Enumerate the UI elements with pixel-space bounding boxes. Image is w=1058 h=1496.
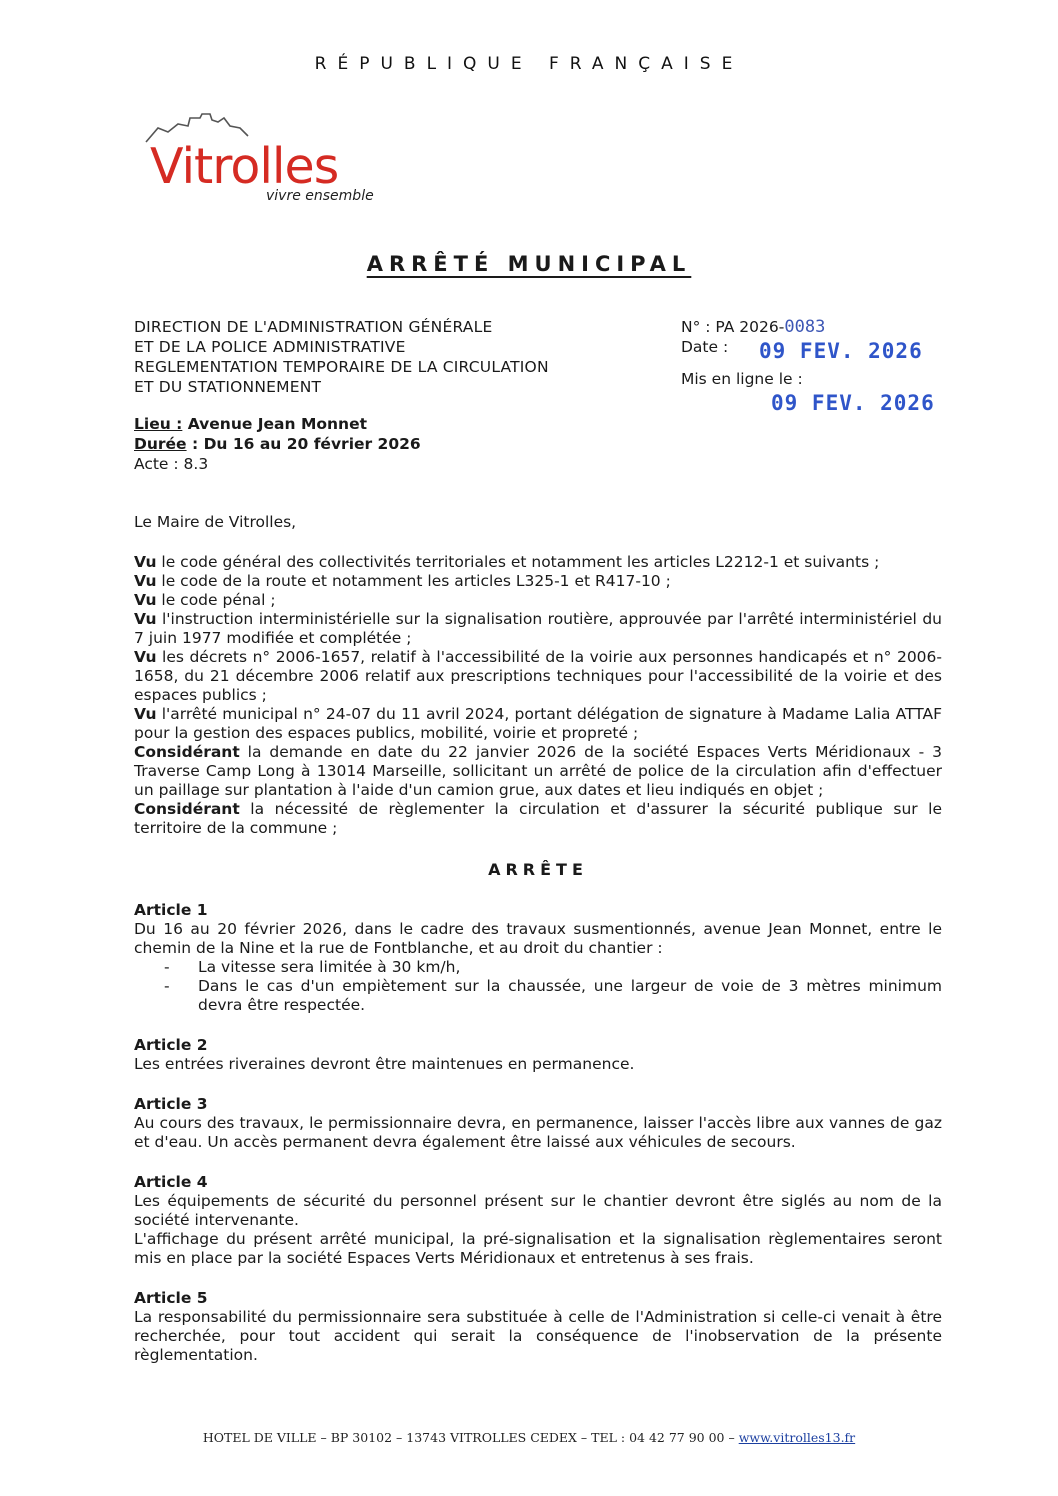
article-title: Article 1 xyxy=(134,901,208,919)
duree-label: Durée xyxy=(134,435,187,453)
bullet-item: - La vitesse sera limitée à 30 km/h, xyxy=(134,958,942,977)
article-bullets xyxy=(134,958,942,1015)
page-footer xyxy=(0,1430,1058,1445)
department-line: ET DE LA POLICE ADMINISTRATIVE xyxy=(134,338,406,356)
logo-wordmark: Vitrolles xyxy=(150,138,339,195)
article-text: Les entrées riveraines devront être maintenues en permanence. xyxy=(134,1055,635,1073)
online-stamp: 09 FEV. 2026 xyxy=(771,391,935,415)
reference-block xyxy=(681,317,981,413)
date-stamp: 09 FEV. 2026 xyxy=(759,339,923,363)
article-title: Article 3 xyxy=(134,1095,208,1113)
footer-address: HOTEL DE VILLE – BP 30102 – 13743 VITROLLES CEDEX – TEL : 04 42 77 90 00 – xyxy=(202,1430,739,1445)
republique-francaise-header: RÉPUBLIQUE FRANÇAISE xyxy=(314,54,744,74)
lieu-value: Avenue Jean Monnet xyxy=(182,415,368,433)
lieu-label: Lieu : xyxy=(134,415,183,433)
article-title: Article 2 xyxy=(134,1036,208,1054)
online-label: Mis en ligne le : xyxy=(681,370,803,388)
date-label: Date : xyxy=(681,338,729,356)
duree-value: : Du 16 au 20 février 2026 xyxy=(186,435,421,453)
location-block xyxy=(134,414,421,474)
department-line: REGLEMENTATION TEMPORAIRE DE LA CIRCULATION xyxy=(134,358,549,376)
opening-line: Le Maire de Vitrolles, xyxy=(134,513,297,531)
logo-tagline: vivre ensemble xyxy=(266,188,374,204)
vitrolles-logo xyxy=(140,112,410,212)
vu-clause: Vu le code général des collectivités territoriales et notamment les articles L2212-1 et suivants ; xyxy=(134,553,880,571)
article-title: Article 4 xyxy=(134,1173,208,1191)
vu-clause: Vu l'arrêté municipal n° 24-07 du 11 avril 2024, portant délégation de signature à Madame Lalia ATTAF pour la gestion des espaces publics, mobilité, voirie et propreté ; xyxy=(134,705,942,742)
department-block xyxy=(134,317,549,397)
article-text: La responsabilité du permissionnaire sera substituée à celle de l'Administration si celle-ci venait à être recherchée, pour tout accident qui serait la conséquence de l'inobservation de la présente règlementation. xyxy=(134,1308,942,1364)
vu-clause: Vu les décrets n° 2006-1657, relatif à l'accessibilité de la voirie aux personnes handicapés et n° 2006-1658, du 21 décembre 2006 relatif aux prescriptions techniques pour l'accessibilité de la voirie et des espaces publics ; xyxy=(134,648,942,704)
arrete-heading: ARRÊTE xyxy=(488,860,588,879)
article-text: L'affichage du présent arrêté municipal, la pré-signalisation et la signalisation règlementaires seront mis en place par la société Espaces Verts Méridionaux et entretenus à ses frais. xyxy=(134,1230,942,1267)
decree-number-label: N° : PA 2026- xyxy=(681,318,785,336)
department-line: ET DU STATIONNEMENT xyxy=(134,378,322,396)
article-text: Les équipements de sécurité du personnel présent sur le chantier devront être siglés au nom de la société intervenante. xyxy=(134,1192,942,1229)
considerant-clause: Considérant la demande en date du 22 janvier 2026 de la société Espaces Verts Méridionaux - 3 Traverse Camp Long à 13014 Marseille, sollicitant un arrêté de police de la circulation afin d'effectuer un paillage sur plantation à l'aide d'un camion grue, aux dates et lieu indiqués en objet ; xyxy=(134,743,942,799)
bullet-item: - Dans le cas d'un empiètement sur la chaussée, une largeur de voie de 3 mètres minimum devra être respectée. xyxy=(134,977,942,1015)
vu-clause: Vu l'instruction interministérielle sur la signalisation routière, approuvée par l'arrêté interministériel du 7 juin 1977 modifiée et complétée ; xyxy=(134,610,942,647)
vu-clause: Vu le code de la route et notamment les articles L325-1 et R417-10 ; xyxy=(134,572,671,590)
department-line: DIRECTION DE L'ADMINISTRATION GÉNÉRALE xyxy=(134,318,493,336)
page-title: ARRÊTÉ MUNICIPAL xyxy=(366,252,692,276)
decree-number-handwritten: 0083 xyxy=(784,317,826,337)
website-link[interactable]: www.vitrolles13.fr xyxy=(738,1430,856,1445)
vu-clause: Vu le code pénal ; xyxy=(134,591,276,609)
considerant-clause: Considérant la nécessité de règlementer la circulation et d'assurer la sécurité publique sur le territoire de la commune ; xyxy=(134,800,942,837)
article-text: Au cours des travaux, le permissionnaire devra, en permanence, laisser l'accès libre aux vannes de gaz et d'eau. Un accès permanent devra également être laissé aux véhicules de secours. xyxy=(134,1114,942,1151)
acte-reference: Acte : 8.3 xyxy=(134,455,209,473)
decree-body xyxy=(134,513,942,1365)
article-title: Article 5 xyxy=(134,1289,208,1307)
article-text: Du 16 au 20 février 2026, dans le cadre des travaux susmentionnés, avenue Jean Monnet, entre le chemin de la Nine et la rue de Fontblanche, et au droit du chantier : xyxy=(134,920,942,957)
